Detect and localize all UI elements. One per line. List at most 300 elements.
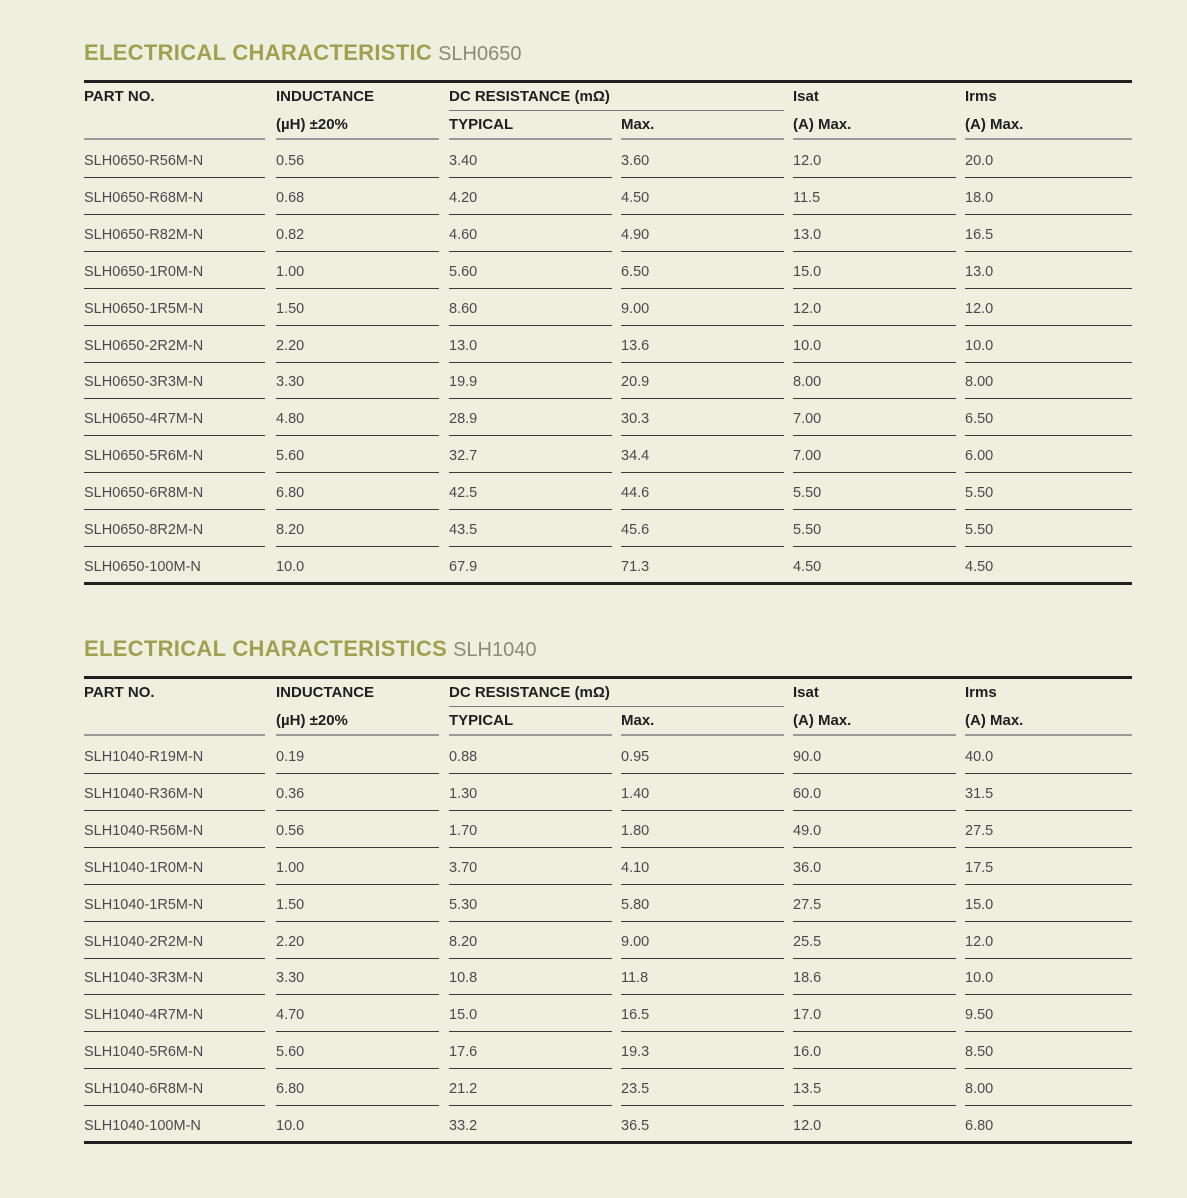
irms-cell: 12.0 — [965, 933, 994, 950]
row-divider — [621, 884, 784, 885]
part-number-cell: SLH1040-R19M-N — [84, 749, 204, 765]
row-divider — [965, 177, 1132, 178]
row-divider — [793, 288, 956, 289]
inductance-cell: 3.30 — [276, 374, 305, 391]
table-row — [84, 859, 1132, 896]
dcr-max-cell: 11.8 — [621, 970, 649, 987]
row-divider — [276, 177, 439, 178]
inductance-cell: 4.70 — [276, 1007, 305, 1024]
row-divider — [276, 251, 439, 252]
header-dcr-max: Max. — [621, 116, 655, 133]
section-title — [84, 634, 1132, 664]
row-divider — [449, 435, 612, 436]
part-number-cell: SLH0650-R56M-N — [84, 153, 204, 169]
row-divider — [965, 509, 1132, 510]
row-divider — [621, 362, 784, 363]
dcr-max-cell: 34.4 — [621, 448, 650, 465]
dcr-max-cell: 4.90 — [621, 226, 650, 243]
dcr-max-cell: 9.00 — [621, 933, 650, 950]
dcr-max-cell: 44.6 — [621, 485, 650, 502]
table-row — [84, 748, 1132, 785]
dcr-header-rule — [449, 110, 784, 111]
row-divider — [793, 1105, 956, 1106]
dcr-typical-cell: 19.9 — [449, 374, 478, 391]
inductance-cell: 1.00 — [276, 859, 305, 876]
irms-cell: 5.50 — [965, 522, 994, 538]
dcr-typical-cell: 43.5 — [449, 522, 478, 538]
row-divider — [84, 1031, 265, 1032]
row-divider — [449, 958, 612, 959]
row-divider — [276, 546, 439, 547]
inductance-cell: 1.50 — [276, 300, 305, 317]
row-divider — [276, 994, 439, 995]
dcr-typical-cell: 13.0 — [449, 337, 478, 354]
dcr-max-cell: 13.6 — [621, 337, 650, 354]
row-divider — [793, 546, 956, 547]
row-divider — [965, 362, 1132, 363]
irms-cell: 6.80 — [965, 1118, 994, 1134]
row-divider — [276, 472, 439, 473]
row-divider — [84, 1068, 265, 1069]
dcr-max-cell: 71.3 — [621, 558, 650, 575]
table-row — [84, 521, 1132, 558]
row-divider — [793, 472, 956, 473]
part-number-cell: SLH1040-6R8M-N — [84, 1081, 204, 1098]
isat-cell: 12.0 — [793, 153, 822, 169]
row-divider — [84, 214, 265, 215]
isat-cell: 16.0 — [793, 1044, 822, 1061]
inductance-cell: 5.60 — [276, 448, 305, 465]
dcr-max-cell: 4.50 — [621, 189, 650, 206]
inductance-cell: 2.20 — [276, 337, 305, 354]
row-divider — [793, 362, 956, 363]
row-divider — [84, 921, 265, 922]
row-divider — [965, 810, 1132, 811]
row-divider — [276, 847, 439, 848]
dcr-max-cell: 9.00 — [621, 300, 650, 317]
inductance-cell: 2.20 — [276, 933, 305, 950]
row-divider — [621, 1105, 784, 1106]
isat-cell: 8.00 — [793, 374, 822, 391]
row-divider — [449, 288, 612, 289]
row-divider — [965, 398, 1132, 399]
isat-cell: 5.50 — [793, 485, 822, 502]
dcr-typical-cell: 42.5 — [449, 485, 478, 502]
row-divider — [621, 177, 784, 178]
row-divider — [276, 214, 439, 215]
header-underline — [621, 138, 784, 140]
header-isat-unit: (A) Max. — [793, 712, 852, 729]
row-divider — [449, 921, 612, 922]
row-divider — [449, 810, 612, 811]
irms-cell: 6.00 — [965, 448, 994, 465]
header-underline — [276, 138, 439, 140]
isat-cell: 25.5 — [793, 933, 822, 950]
row-divider — [449, 398, 612, 399]
dcr-typical-cell: 33.2 — [449, 1118, 478, 1134]
table-row — [84, 226, 1132, 263]
row-divider — [449, 177, 612, 178]
irms-cell: 10.0 — [965, 970, 994, 987]
isat-cell: 90.0 — [793, 749, 822, 765]
inductance-cell: 1.00 — [276, 263, 305, 280]
header-underline — [449, 734, 612, 736]
row-divider — [276, 773, 439, 774]
dcr-max-cell: 1.40 — [621, 785, 650, 802]
part-number-cell: SLH1040-1R0M-N — [84, 859, 204, 876]
table-row — [84, 300, 1132, 337]
irms-cell: 10.0 — [965, 337, 994, 354]
row-divider — [793, 921, 956, 922]
dcr-typical-cell: 3.70 — [449, 859, 478, 876]
row-divider — [276, 435, 439, 436]
section-title — [84, 38, 1132, 68]
isat-cell: 10.0 — [793, 337, 822, 354]
row-divider — [84, 435, 265, 436]
dcr-typical-cell: 28.9 — [449, 411, 478, 428]
row-divider — [276, 509, 439, 510]
header-underline — [276, 734, 439, 736]
inductance-cell: 1.50 — [276, 896, 305, 913]
row-divider — [621, 847, 784, 848]
header-underline — [793, 138, 956, 140]
row-divider — [84, 958, 265, 959]
isat-cell: 12.0 — [793, 300, 822, 317]
row-divider — [621, 546, 784, 547]
row-divider — [621, 435, 784, 436]
table-section-slh0650 — [84, 38, 1132, 575]
header-dc-resistance: DC RESISTANCE (mΩ) — [449, 88, 610, 105]
row-divider — [621, 251, 784, 252]
dcr-typical-cell: 32.7 — [449, 448, 478, 465]
row-divider — [793, 1068, 956, 1069]
row-divider — [621, 994, 784, 995]
table-row — [84, 896, 1132, 933]
header-underline — [84, 734, 265, 736]
header-isat: Isat — [793, 88, 819, 105]
inductance-cell: 0.56 — [276, 822, 305, 839]
isat-cell: 13.5 — [793, 1081, 822, 1098]
section-title-sub: SLH0650 — [438, 43, 522, 65]
dcr-max-cell: 5.80 — [621, 896, 650, 913]
table-row — [84, 785, 1132, 822]
row-divider — [965, 472, 1132, 473]
table-row — [84, 822, 1132, 859]
table-row — [84, 1006, 1132, 1043]
irms-cell: 12.0 — [965, 300, 994, 317]
isat-cell: 7.00 — [793, 411, 822, 428]
row-divider — [793, 435, 956, 436]
isat-cell: 4.50 — [793, 558, 822, 575]
dcr-typical-cell: 8.20 — [449, 933, 478, 950]
row-divider — [621, 773, 784, 774]
header-inductance: INDUCTANCE — [276, 684, 375, 701]
header-dcr-typical: TYPICAL — [449, 116, 514, 133]
row-divider — [84, 398, 265, 399]
row-divider — [965, 1105, 1132, 1106]
row-divider — [965, 958, 1132, 959]
row-divider — [449, 251, 612, 252]
row-divider — [793, 214, 956, 215]
part-number-cell: SLH1040-R36M-N — [84, 785, 204, 802]
header-inductance-unit: (µH) ±20% — [276, 116, 348, 133]
row-divider — [793, 509, 956, 510]
dcr-max-cell: 23.5 — [621, 1081, 650, 1098]
row-divider — [793, 994, 956, 995]
table-row — [84, 373, 1132, 410]
row-divider — [84, 177, 265, 178]
header-underline — [449, 138, 612, 140]
row-divider — [84, 773, 265, 774]
row-divider — [449, 1068, 612, 1069]
inductance-cell: 10.0 — [276, 1118, 305, 1134]
dcr-header-rule — [449, 706, 784, 707]
dcr-max-cell: 30.3 — [621, 411, 650, 428]
part-number-cell: SLH1040-1R5M-N — [84, 896, 204, 913]
row-divider — [276, 1031, 439, 1032]
inductance-cell: 6.80 — [276, 485, 305, 502]
header-underline — [621, 734, 784, 736]
irms-cell: 17.5 — [965, 859, 994, 876]
inductance-cell: 0.36 — [276, 785, 305, 802]
row-divider — [449, 362, 612, 363]
irms-cell: 8.00 — [965, 374, 994, 391]
table-row — [84, 484, 1132, 521]
row-divider — [84, 362, 265, 363]
row-divider — [621, 288, 784, 289]
isat-cell: 18.6 — [793, 970, 822, 987]
irms-cell: 16.5 — [965, 226, 994, 243]
row-divider — [276, 921, 439, 922]
irms-cell: 9.50 — [965, 1007, 994, 1024]
isat-cell: 27.5 — [793, 896, 822, 913]
dcr-max-cell: 16.5 — [621, 1007, 650, 1024]
part-number-cell: SLH0650-1R5M-N — [84, 300, 204, 317]
section-title-main: ELECTRICAL CHARACTERISTIC — [84, 40, 433, 65]
row-divider — [793, 773, 956, 774]
isat-cell: 15.0 — [793, 263, 822, 280]
row-divider — [621, 958, 784, 959]
header-part-no: PART NO. — [84, 684, 155, 701]
inductance-cell: 3.30 — [276, 970, 305, 987]
table-row — [84, 1043, 1132, 1080]
row-divider — [84, 509, 265, 510]
row-divider — [965, 1031, 1132, 1032]
row-divider — [965, 251, 1132, 252]
dcr-typical-cell: 21.2 — [449, 1081, 478, 1098]
part-number-cell: SLH0650-R82M-N — [84, 226, 204, 243]
row-divider — [965, 214, 1132, 215]
row-divider — [621, 810, 784, 811]
header-part-no: PART NO. — [84, 88, 155, 105]
table-row — [84, 337, 1132, 374]
dcr-typical-cell: 67.9 — [449, 558, 478, 575]
table-row — [84, 410, 1132, 447]
dcr-max-cell: 36.5 — [621, 1118, 650, 1134]
inductance-cell: 0.82 — [276, 226, 305, 243]
row-divider — [449, 1031, 612, 1032]
section-title-main: ELECTRICAL CHARACTERISTICS — [84, 636, 448, 661]
isat-cell: 36.0 — [793, 859, 822, 876]
dcr-typical-cell: 8.60 — [449, 300, 478, 317]
row-divider — [793, 847, 956, 848]
row-divider — [449, 884, 612, 885]
row-divider — [449, 509, 612, 510]
row-divider — [621, 1031, 784, 1032]
row-divider — [84, 884, 265, 885]
row-divider — [276, 325, 439, 326]
row-divider — [84, 1105, 265, 1106]
table-row — [84, 447, 1132, 484]
row-divider — [793, 810, 956, 811]
part-number-cell: SLH1040-2R2M-N — [84, 933, 204, 950]
header-underline — [793, 734, 956, 736]
inductance-cell: 8.20 — [276, 522, 305, 538]
part-number-cell: SLH0650-5R6M-N — [84, 448, 204, 465]
part-number-cell: SLH1040-R56M-N — [84, 822, 204, 839]
part-number-cell: SLH1040-100M-N — [84, 1118, 201, 1134]
part-number-cell: SLH1040-5R6M-N — [84, 1044, 204, 1061]
header-isat-unit: (A) Max. — [793, 116, 852, 133]
table-top-rule — [84, 80, 1132, 83]
table-row — [84, 1080, 1132, 1117]
inductance-cell: 6.80 — [276, 1081, 305, 1098]
header-irms-unit: (A) Max. — [965, 116, 1024, 133]
row-divider — [276, 362, 439, 363]
isat-cell: 49.0 — [793, 822, 822, 839]
irms-cell: 31.5 — [965, 785, 994, 802]
row-divider — [621, 214, 784, 215]
dcr-max-cell: 1.80 — [621, 822, 650, 839]
row-divider — [965, 546, 1132, 547]
dcr-max-cell: 19.3 — [621, 1044, 650, 1061]
dcr-typical-cell: 5.30 — [449, 896, 478, 913]
irms-cell: 6.50 — [965, 411, 994, 428]
dcr-max-cell: 3.60 — [621, 153, 650, 169]
row-divider — [276, 1068, 439, 1069]
row-divider — [276, 288, 439, 289]
row-divider — [793, 884, 956, 885]
row-divider — [449, 773, 612, 774]
header-dcr-typical: TYPICAL — [449, 712, 514, 729]
row-divider — [84, 847, 265, 848]
dcr-max-cell: 6.50 — [621, 263, 650, 280]
table-top-rule — [84, 676, 1132, 679]
isat-cell: 13.0 — [793, 226, 822, 243]
irms-cell: 4.50 — [965, 558, 994, 575]
inductance-cell: 10.0 — [276, 558, 305, 575]
isat-cell: 7.00 — [793, 448, 822, 465]
dcr-max-cell: 45.6 — [621, 522, 650, 538]
header-inductance-unit: (µH) ±20% — [276, 712, 348, 729]
row-divider — [793, 1031, 956, 1032]
row-divider — [449, 214, 612, 215]
part-number-cell: SLH0650-100M-N — [84, 558, 201, 575]
row-divider — [449, 546, 612, 547]
row-divider — [449, 1105, 612, 1106]
header-inductance: INDUCTANCE — [276, 88, 375, 105]
irms-cell: 8.00 — [965, 1081, 994, 1098]
row-divider — [793, 958, 956, 959]
isat-cell: 60.0 — [793, 785, 822, 802]
row-divider — [621, 325, 784, 326]
header-irms: Irms — [965, 684, 997, 701]
part-number-cell: SLH0650-6R8M-N — [84, 485, 204, 502]
row-divider — [449, 472, 612, 473]
dcr-typical-cell: 0.88 — [449, 749, 478, 765]
row-divider — [449, 325, 612, 326]
header-irms-unit: (A) Max. — [965, 712, 1024, 729]
row-divider — [84, 810, 265, 811]
irms-cell: 13.0 — [965, 263, 994, 280]
row-divider — [84, 994, 265, 995]
row-divider — [84, 251, 265, 252]
dcr-typical-cell: 1.30 — [449, 785, 478, 802]
table-row — [84, 969, 1132, 1006]
row-divider — [276, 1105, 439, 1106]
irms-cell: 18.0 — [965, 189, 994, 206]
irms-cell: 40.0 — [965, 749, 994, 765]
row-divider — [965, 288, 1132, 289]
part-number-cell: SLH0650-3R3M-N — [84, 374, 204, 391]
row-divider — [965, 994, 1132, 995]
row-divider — [84, 288, 265, 289]
row-divider — [965, 773, 1132, 774]
row-divider — [84, 472, 265, 473]
table-section-slh1040 — [84, 634, 1132, 1134]
irms-cell: 20.0 — [965, 153, 994, 169]
table-bottom-rule — [84, 1141, 1132, 1144]
table-row — [84, 1117, 1132, 1154]
irms-cell: 27.5 — [965, 822, 994, 839]
dcr-typical-cell: 17.6 — [449, 1044, 478, 1061]
row-divider — [793, 398, 956, 399]
table-row — [84, 152, 1132, 189]
part-number-cell: SLH0650-1R0M-N — [84, 263, 204, 280]
row-divider — [276, 884, 439, 885]
row-divider — [621, 509, 784, 510]
irms-cell: 5.50 — [965, 485, 994, 502]
row-divider — [793, 251, 956, 252]
row-divider — [965, 921, 1132, 922]
dcr-typical-cell: 4.60 — [449, 226, 478, 243]
table-row — [84, 263, 1132, 300]
part-number-cell: SLH0650-4R7M-N — [84, 411, 204, 428]
part-number-cell: SLH0650-8R2M-N — [84, 522, 204, 538]
table-row — [84, 558, 1132, 595]
row-divider — [793, 325, 956, 326]
inductance-cell: 4.80 — [276, 411, 305, 428]
part-number-cell: SLH0650-R68M-N — [84, 189, 204, 206]
header-dc-resistance: DC RESISTANCE (mΩ) — [449, 684, 610, 701]
row-divider — [84, 325, 265, 326]
header-underline — [84, 138, 265, 140]
dcr-typical-cell: 5.60 — [449, 263, 478, 280]
dcr-typical-cell: 10.8 — [449, 970, 478, 987]
irms-cell: 15.0 — [965, 896, 994, 913]
row-divider — [621, 398, 784, 399]
irms-cell: 8.50 — [965, 1044, 994, 1061]
part-number-cell: SLH0650-2R2M-N — [84, 337, 204, 354]
row-divider — [965, 325, 1132, 326]
inductance-cell: 0.56 — [276, 153, 305, 169]
inductance-cell: 5.60 — [276, 1044, 305, 1061]
isat-cell: 17.0 — [793, 1007, 822, 1024]
dcr-typical-cell: 1.70 — [449, 822, 478, 839]
isat-cell: 12.0 — [793, 1118, 822, 1134]
row-divider — [793, 177, 956, 178]
header-underline — [965, 734, 1132, 736]
